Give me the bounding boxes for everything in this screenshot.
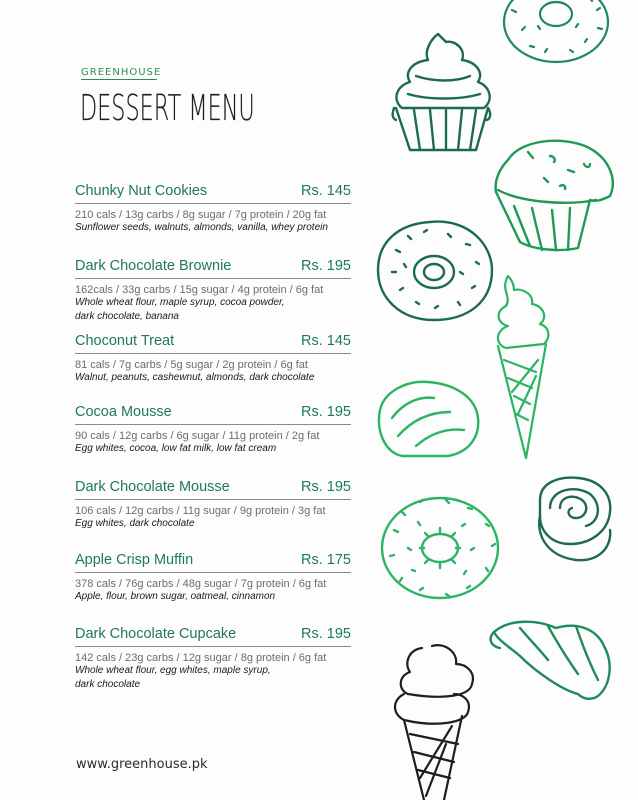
ice-cream-cone-icon [498, 276, 548, 458]
item-divider [75, 353, 351, 354]
menu-item [75, 258, 351, 323]
donut-icon [504, 0, 608, 62]
cinnamon-roll-icon [539, 478, 610, 561]
item-nutrition: 90 cals / 12g carbs / 6g sugar / 11g protein / 2g fat [75, 430, 320, 442]
item-price: Rs. 195 [301, 626, 351, 642]
item-price: Rs. 145 [301, 183, 351, 199]
menu-item [75, 333, 351, 385]
brand-underline [81, 79, 157, 80]
menu-item [75, 183, 351, 235]
website-link[interactable]: www.greenhouse.pk [76, 757, 208, 772]
item-divider [75, 646, 351, 647]
item-ingredients: Whole wheat flour, egg whites, maple syrup, [75, 665, 271, 676]
item-ingredients: dark chocolate [75, 678, 141, 690]
item-name: Dark Chocolate Mousse [75, 479, 230, 495]
item-price: Rs. 195 [301, 258, 351, 274]
item-divider [75, 499, 351, 500]
item-price: Rs. 145 [301, 333, 351, 349]
item-name: Apple Crisp Muffin [75, 552, 194, 568]
item-ingredients: Whole wheat flour, maple syrup, cocoa powder, [75, 297, 285, 308]
cupcake-icon [393, 34, 490, 150]
item-nutrition: 106 cals / 12g carbs / 11g sugar / 9g protein / 3g fat [75, 505, 326, 517]
menu-item [75, 552, 351, 604]
item-name: Chunky Nut Cookies [75, 183, 208, 199]
item-name: Cocoa Mousse [75, 404, 172, 420]
item-nutrition: 81 cals / 7g carbs / 5g sugar / 2g protein / 6g fat [75, 359, 308, 371]
item-ingredients: Walnut, peanuts, cashewnut, almonds, dark chocolate [75, 372, 315, 383]
menu-item [75, 626, 351, 691]
item-ingredients: Apple, flour, brown sugar, oatmeal, cinnamon [75, 591, 276, 602]
item-ingredients: Egg whites, dark chocolate [75, 518, 195, 529]
item-nutrition: 378 cals / 76g carbs / 48g sugar / 7g protein / 6g fat [75, 578, 327, 590]
item-divider [75, 203, 351, 204]
page-title: DESSERT MENU [80, 88, 255, 129]
brand-name: GREENHOUSE [81, 67, 162, 78]
item-divider [75, 424, 351, 425]
item-price: Rs. 195 [301, 404, 351, 420]
item-ingredients: Sunflower seeds, walnuts, almonds, vanilla, whey protein [75, 222, 328, 233]
item-ingredients: dark chocolate, banana [75, 310, 179, 322]
item-nutrition: 142 cals / 23g carbs / 12g sugar / 8g protein / 6g fat [75, 652, 327, 664]
item-divider [75, 278, 351, 279]
item-ingredients: Egg whites, cocoa, low fat milk, low fat cream [75, 443, 277, 454]
donut-bitten-icon [378, 222, 492, 320]
muffin-icon [496, 141, 613, 250]
item-price: Rs. 195 [301, 479, 351, 495]
menu-item [75, 479, 351, 531]
ice-cream-double-scoop-icon [395, 645, 473, 800]
item-name: Dark Chocolate Cupcake [75, 626, 237, 642]
item-price: Rs. 175 [301, 552, 351, 568]
bread-roll-icon [379, 382, 478, 456]
croissant-icon [491, 622, 610, 699]
menu-item [75, 404, 351, 456]
donut-sprinkles-icon [382, 498, 498, 598]
brand-logo [81, 67, 161, 80]
item-nutrition: 162cals / 33g carbs / 15g sugar / 4g protein / 6g fat [75, 284, 324, 296]
item-name: Choconut Treat [75, 333, 175, 349]
item-nutrition: 210 cals / 13g carbs / 8g sugar / 7g protein / 20g fat [75, 209, 327, 221]
item-divider [75, 572, 351, 573]
item-name: Dark Chocolate Brownie [75, 258, 232, 274]
